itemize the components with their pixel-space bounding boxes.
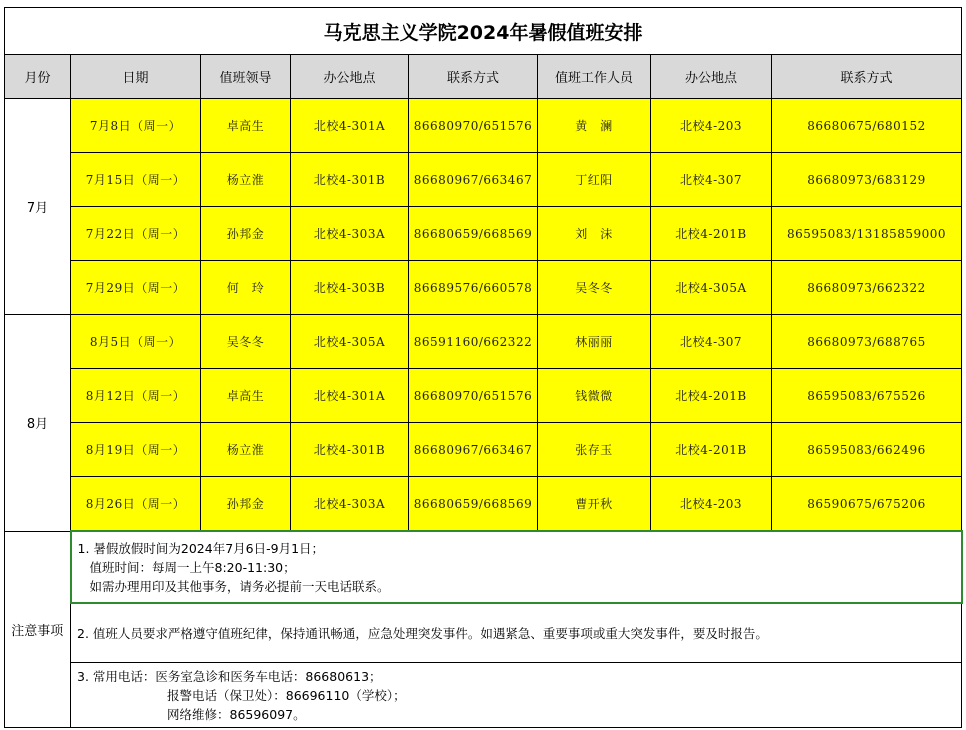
leader-phone-cell[interactable]: 86680970/651576 [409,99,538,153]
leader-phone-cell[interactable]: 86591160/662322 [409,315,538,369]
leader-phone-cell[interactable]: 86689576/660578 [409,261,538,315]
header-leader-phone[interactable]: 联系方式 [409,55,538,99]
staff-phone-cell[interactable]: 86680973/688765 [772,315,962,369]
staff-cell[interactable]: 林丽丽 [538,315,651,369]
header-leader-office[interactable]: 办公地点 [291,55,409,99]
date-cell[interactable]: 7月29日（周一） [71,261,201,315]
staff-cell[interactable]: 吴冬冬 [538,261,651,315]
header-row [5,55,962,99]
leader-cell[interactable]: 卓高生 [201,369,291,423]
leader-phone-cell[interactable]: 86680659/668569 [409,207,538,261]
staff-cell[interactable]: 黄 澜 [538,99,651,153]
staff-office-cell[interactable]: 北校4-203 [651,477,772,532]
staff-cell[interactable]: 丁红阳 [538,153,651,207]
header-staff-phone[interactable]: 联系方式 [772,55,962,99]
staff-phone-cell[interactable]: 86595083/662496 [772,423,962,477]
leader-phone-cell[interactable]: 86680970/651576 [409,369,538,423]
staff-cell[interactable]: 曹开秋 [538,477,651,532]
leader-cell[interactable]: 吴冬冬 [201,315,291,369]
leader-cell[interactable]: 卓高生 [201,99,291,153]
leader-cell[interactable]: 孙邦金 [201,207,291,261]
leader-office-cell[interactable]: 北校4-301B [291,423,409,477]
table-row [5,153,962,207]
duty-schedule-table [4,7,963,728]
note-1-line-1: 1. 暑假放假时间为2024年7月6日-9月1日； [77,540,325,556]
staff-phone-cell[interactable]: 86680675/680152 [772,99,962,153]
table-row [5,207,962,261]
leader-cell[interactable]: 杨立淮 [201,423,291,477]
header-date[interactable]: 日期 [71,55,201,99]
staff-office-cell[interactable]: 北校4-203 [651,99,772,153]
staff-phone-cell[interactable]: 86590675/675206 [772,477,962,532]
leader-cell[interactable]: 何 玲 [201,261,291,315]
staff-cell[interactable]: 刘 沫 [538,207,651,261]
month-cell[interactable]: 7月 [5,99,71,315]
header-staff[interactable]: 值班工作人员 [538,55,651,99]
month-cell[interactable]: 8月 [5,315,71,532]
leader-cell[interactable]: 杨立淮 [201,153,291,207]
staff-office-cell[interactable]: 北校4-201B [651,207,772,261]
staff-phone-cell[interactable]: 86595083/675526 [772,369,962,423]
note-cell-1[interactable] [71,531,962,603]
leader-office-cell[interactable]: 北校4-303A [291,477,409,532]
staff-phone-cell[interactable]: 86680973/662322 [772,261,962,315]
staff-cell[interactable]: 张存玉 [538,423,651,477]
date-cell[interactable]: 7月22日（周一） [71,207,201,261]
date-cell[interactable]: 7月8日（周一） [71,99,201,153]
staff-office-cell[interactable]: 北校4-201B [651,423,772,477]
leader-office-cell[interactable]: 北校4-303A [291,207,409,261]
leader-office-cell[interactable]: 北校4-303B [291,261,409,315]
leader-office-cell[interactable]: 北校4-301B [291,153,409,207]
note-cell-2[interactable] [71,603,962,663]
header-leader[interactable]: 值班领导 [201,55,291,99]
table-row [5,99,962,153]
table-row [5,477,962,532]
staff-office-cell[interactable]: 北校4-307 [651,315,772,369]
leader-phone-cell[interactable]: 86680967/663467 [409,153,538,207]
date-cell[interactable]: 8月5日（周一） [71,315,201,369]
table-row [5,261,962,315]
table-row [5,369,962,423]
table-row [5,423,962,477]
staff-phone-cell[interactable]: 86680973/683129 [772,153,962,207]
staff-office-cell[interactable]: 北校4-307 [651,153,772,207]
leader-office-cell[interactable]: 北校4-301A [291,369,409,423]
sheet-title[interactable]: 马克思主义学院2024年暑假值班安排 [5,8,962,55]
staff-phone-cell[interactable]: 86595083/13185859000 [772,207,962,261]
notes-label[interactable]: 注意事项 [5,531,71,728]
header-month[interactable]: 月份 [5,55,71,99]
date-cell[interactable]: 8月19日（周一） [71,423,201,477]
staff-office-cell[interactable]: 北校4-201B [651,369,772,423]
date-cell[interactable]: 8月12日（周一） [71,369,201,423]
note-cell-3[interactable] [71,663,962,728]
header-staff-office[interactable]: 办公地点 [651,55,772,99]
staff-office-cell[interactable]: 北校4-305A [651,261,772,315]
leader-phone-cell[interactable]: 86680659/668569 [409,477,538,532]
note-1-line-3: 如需办理用印及其他事务，请务必提前一天电话联系。 [89,578,390,594]
leader-phone-cell[interactable]: 86680967/663467 [409,423,538,477]
note-2-line-1: 2. 值班人员要求严格遵守值班纪律，保持通讯畅通，应急处理突发事件。如遇紧急、重要事项或重大突发事件，要及时报告。 [77,625,768,641]
date-cell[interactable]: 8月26日（周一） [71,477,201,532]
leader-office-cell[interactable]: 北校4-305A [291,315,409,369]
date-cell[interactable]: 7月15日（周一） [71,153,201,207]
leader-office-cell[interactable]: 北校4-301A [291,99,409,153]
table-row [5,315,962,369]
note-3-line-1: 3. 常用电话：医务室急诊和医务车电话：86680613； [77,668,382,684]
note-1-line-2: 值班时间：每周一上午8:20-11:30； [89,559,296,575]
note-3-line-3: 网络维修：86596097。 [167,706,306,722]
note-3-line-2: 报警电话（保卫处）：86696110（学校）； [167,687,406,703]
staff-cell[interactable]: 钱微微 [538,369,651,423]
leader-cell[interactable]: 孙邦金 [201,477,291,532]
